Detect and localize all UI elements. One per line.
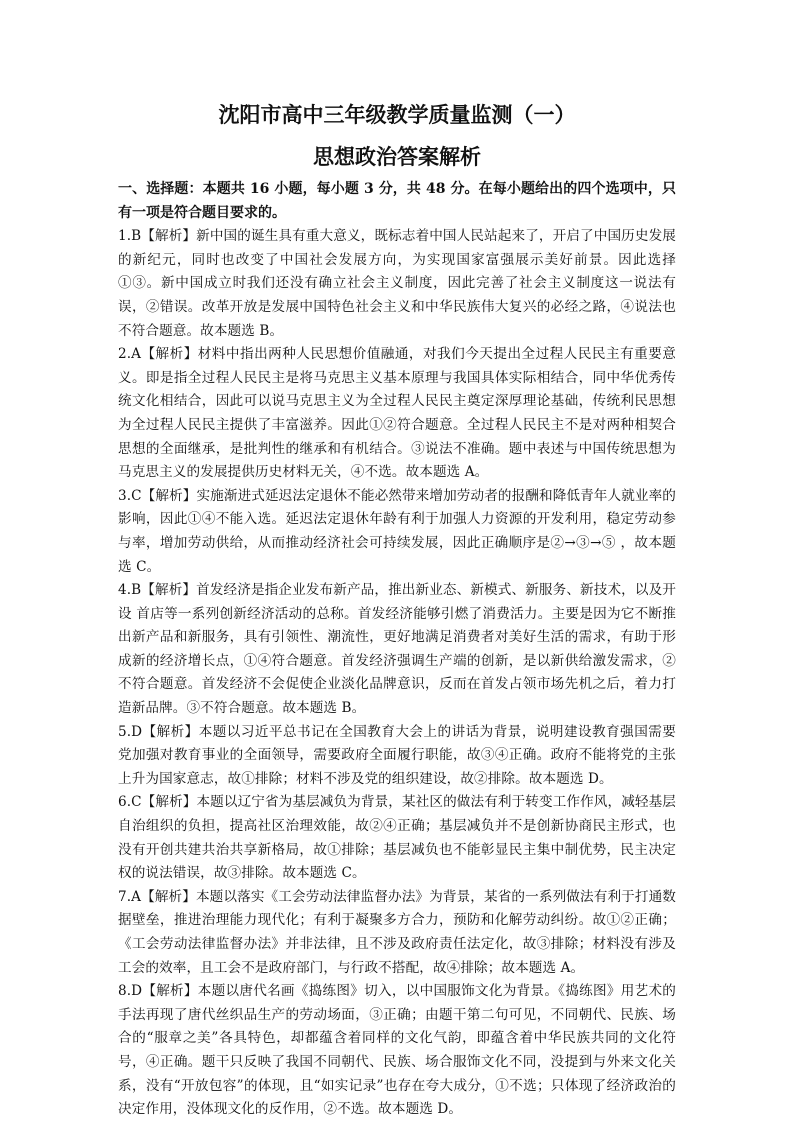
answer-item-7: 7.A【解析】本题以落实《工会劳动法律监督办法》为背景，某省的一系列做法有利于打通数据壁垒，推进治理能力现代化；有利于凝聚多方合力，预防和化解劳动纠纷。故①②正确；《工会劳动法律监督办法》并非法律，且不涉及政府责任法定化，故③排除；材料没有涉及工会的效率，且工会不是政府部门，与行政不搭配，故④排除；故本题选 A。 bbox=[118, 888, 676, 976]
section-heading: 一、选择题：本题共 16 小题，每小题 3 分，共 48 分。在每小题给出的四个选项中，只有一项是符合题目要求的。 bbox=[118, 181, 676, 221]
answer-item-8: 8.D【解析】本题以唐代名画《捣练图》切入，以中国服饰文化为背景。《捣练图》用艺术的手法再现了唐代丝织品生产的劳动场面，③正确；由题干第二句可见，不同朝代、民族、场合的“服章之美”各具特色，却都蕴含着同样的文化气韵，即蕴含着中华民族共同的文化符号，④正确。题干只反映了我国不同朝代、民族、场合服饰文化不同，没提到与外来文化关系，没有“开放包容”的体现，且“如实记录”也存在夸大成分，①不选；只体现了经济政治的决定作用，没体现文化的反作用，②不选。故本题选 D。 bbox=[118, 983, 676, 1118]
answer-item-2: 2.A【解析】材料中指出两种人民思想价值融通，对我们今天提出全过程人民民主有重要意义。即是指全过程人民民主是将马克思主义基本原理与我国具体实际相结合，同中华优秀传统文化相结合，因此可以说马克思主义为全过程人民民主奠定深厚理论基础，传统利民思想为全过程人民民主提供了丰富滋养。因此①②符合题意。全过程人民民主不是对两种相契合思想的全面继承，是批判性的继承和有机结合。③说法不准确。题中表述与中国传统思想为马克思主义的发展提供历史材料无关，④不选。故本题选 A。 bbox=[118, 346, 676, 481]
answer-item-5: 5.D【解析】本题以习近平总书记在全国教育大会上的讲话为背景，说明建设教育强国需要党加强对教育事业的全面领导，需要政府全面履行职能，故③④正确。政府不能将党的主张上升为国家意志，故①排除；材料不涉及党的组织建设，故②排除。故本题选 D。 bbox=[118, 723, 676, 787]
document-subtitle: 思想政治答案解析 bbox=[313, 144, 481, 169]
answer-item-1: 1.B【解析】新中国的诞生具有重大意义，既标志着中国人民站起来了，开启了中国历史发展的新纪元，同时也改变了中国社会发展方向，为实现国家富强展示美好前景。因此选择①③。新中国成立时我们还没有确立社会主义制度，因此完善了社会主义制度这一说法有误，②错误。改革开放是发展中国特色社会主义和中华民族伟大复兴的必经之路，④说法也不符合题意。故本题选 B。 bbox=[118, 228, 676, 339]
answer-item-3: 3.C【解析】实施渐进式延迟法定退休不能必然带来增加劳动者的报酬和降低青年人就业率的影响，因此①④不能入选。延迟法定退休年龄有利于加强人力资源的开发利用，稳定劳动参与率，增加劳动供给，从而推动经济社会可持续发展，因此正确顺序是②→③→⑤ ，故本题选 C。 bbox=[118, 487, 676, 575]
document-title: 沈阳市高中三年级教学质量监测（一） bbox=[218, 102, 576, 127]
answer-document bbox=[118, 100, 676, 1122]
answer-item-4: 4.B【解析】首发经济是指企业发布新产品，推出新业态、新模式、新服务、新技术，以及开设 首店等一系列创新经济活动的总称。首发经济能够引燃了消费活力。主要是因为它不断推出新产品和新服务，具有引领性、潮流性，更好地满足消费者对美好生活的需求，有助于形成新的经济增长点，①④符合题意。首发经济强调生产端的创新，是以新供给激发需求，②不符合题意。首发经济不会促使企业淡化品牌意识，反而在首发占领市场先机之后，着力打造新品牌。③不符合题意。故本题选 B。 bbox=[118, 582, 676, 717]
answer-item-6: 6.C【解析】本题以辽宁省为基层减负为背景，某社区的做法有利于转变工作作风，减轻基层自治组织的负担，提高社区治理效能，故②④正确；基层减负并不是创新协商民主形式，也没有开创共建共治共享新格局，故①排除；基层减负也不能彰显民主集中制优势，民主决定权的说法错误，故③排除。故本题选 C。 bbox=[118, 794, 676, 882]
